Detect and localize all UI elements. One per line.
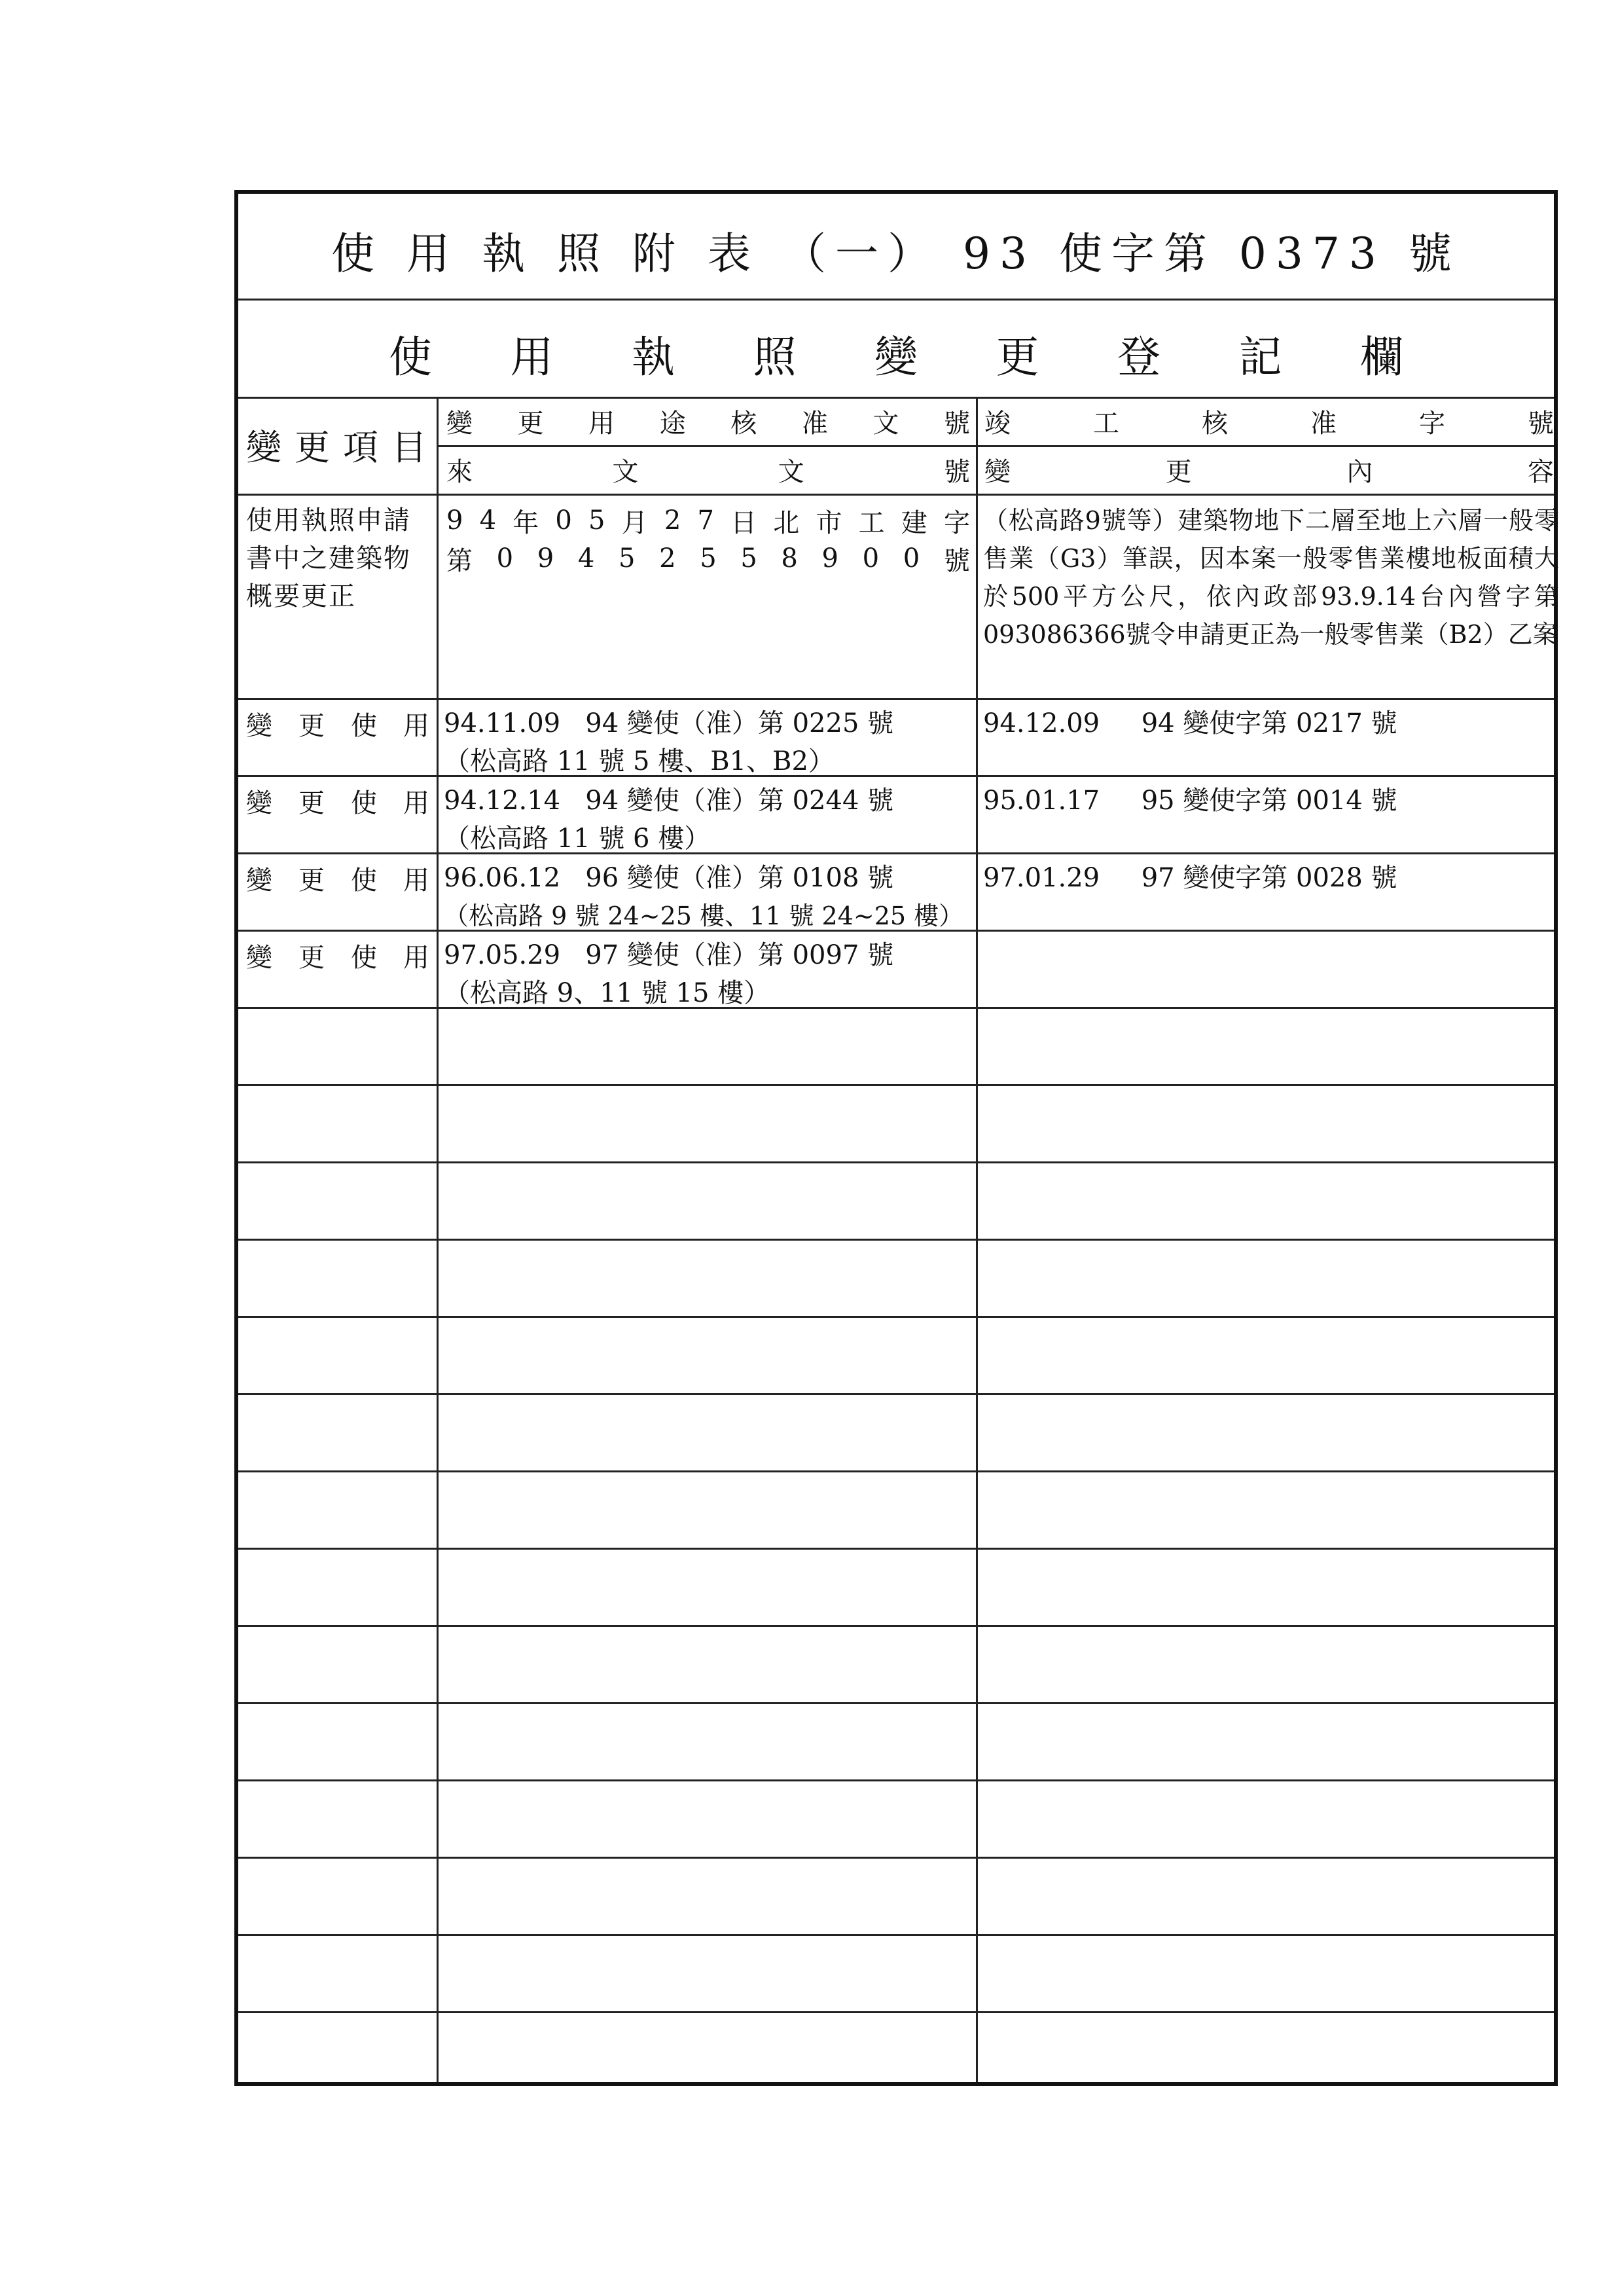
row3-approval-address: （松高路 11 號 6 樓） — [444, 824, 711, 854]
row4-item: 變 更 使 用 — [246, 865, 429, 896]
divider — [238, 397, 1554, 399]
header-completion-no: 竣 工 核 准 字 號 — [984, 408, 1554, 439]
column-divider — [437, 397, 439, 2082]
row5-approval-doc: 97.05.29 97 變使（准）第 0097 號 — [444, 940, 894, 970]
empty-row-divider — [238, 1161, 1554, 1163]
row2-completion-no: 94.12.09 94 變使字第 0217 號 — [983, 708, 1397, 738]
row1-approval-date-line: 9 4 年 0 5 月 2 7 日 北 市 工 建 字 — [446, 505, 970, 538]
row1-change-content: （松高路9號等）建築物地下二層至地上六層一般零售業（G3）筆誤，因本案一般零售業樓地板面積大於500平方公尺，依內政部93.9.14台內營字第093086366號令申請更正為一般零售業（B2）乙案 — [983, 506, 1559, 649]
header-change-content: 變 更 內 容 — [984, 456, 1554, 487]
divider — [238, 299, 1554, 301]
row4-completion-no: 97.01.29 97 變使字第 0028 號 — [983, 863, 1397, 893]
divider — [238, 1007, 1554, 1009]
change-registration-table — [234, 190, 1558, 2086]
section-heading: 使 用 執 照 變 更 登 記 欄 — [389, 331, 1403, 382]
document-title: 使 用 執 照 附 表 （一） 93 使字第 0373 號 — [331, 228, 1461, 279]
empty-row-divider — [238, 1393, 1554, 1395]
row2-approval-doc: 94.11.09 94 變使（准）第 0225 號 — [444, 708, 894, 738]
empty-row-divider — [238, 1548, 1554, 1550]
row3-item: 變 更 使 用 — [246, 788, 429, 818]
empty-row-divider — [238, 1239, 1554, 1241]
row5-item: 變 更 使 用 — [246, 942, 429, 973]
row1-approval-number-line: 第 0 9 4 5 2 5 5 8 9 0 0 號 — [446, 543, 970, 576]
empty-row-divider — [238, 1857, 1554, 1859]
divider — [238, 930, 1554, 932]
empty-row-divider — [238, 1779, 1554, 1781]
header-approval-doc-no: 變 更 用 途 核 准 文 號 — [446, 408, 970, 439]
row4-approval-address: （松高路 9 號 24~25 樓、11 號 24~25 樓） — [444, 902, 964, 930]
divider — [238, 698, 1554, 700]
row4-approval-doc: 96.06.12 96 變使（准）第 0108 號 — [444, 863, 894, 893]
row5-completion-no — [983, 936, 1559, 974]
divider — [439, 445, 1554, 447]
header-incoming-doc-no: 來 文 文 號 — [446, 456, 970, 487]
divider — [238, 852, 1554, 854]
empty-row-divider — [238, 1084, 1554, 1086]
row1-item: 使用執照申請書中之建築物概要更正 — [246, 505, 411, 611]
row3-completion-no: 95.01.17 95 變使字第 0014 號 — [983, 786, 1397, 816]
column-divider — [976, 397, 978, 2082]
empty-row-divider — [238, 1470, 1554, 1472]
empty-row-divider — [238, 1702, 1554, 1704]
empty-row-divider — [238, 2011, 1554, 2013]
row5-approval-address: （松高路 9、11 號 15 樓） — [444, 978, 770, 1008]
divider — [238, 775, 1554, 777]
empty-row-divider — [238, 1934, 1554, 1936]
row2-approval-address: （松高路 11 號 5 樓、B1、B2） — [444, 746, 835, 776]
empty-row-divider — [238, 1316, 1554, 1318]
row3-approval-doc: 94.12.14 94 變使（准）第 0244 號 — [444, 786, 894, 816]
empty-row-divider — [238, 1625, 1554, 1627]
divider — [238, 494, 1554, 496]
row2-item: 變 更 使 用 — [246, 710, 429, 741]
header-change-item: 變 更 項 目 — [246, 426, 429, 468]
